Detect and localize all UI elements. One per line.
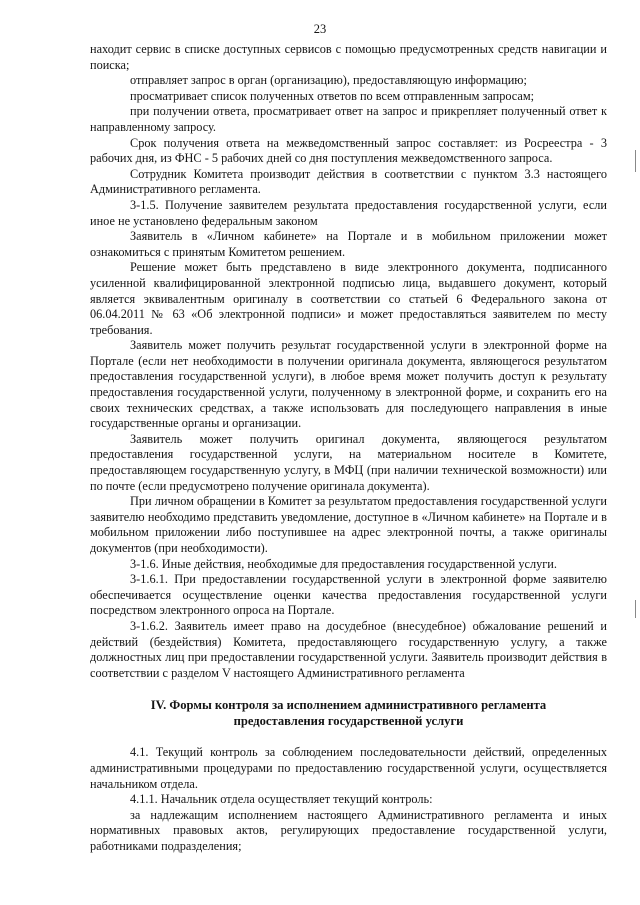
paragraph: Заявитель может получить оригинал документа, являющегося результатом предоставления государственной услуги, на материальном носителе в Комитете, предоставляющем государственную услугу, в МФЦ (при наличии технической возможности) или по почте (если предусмотрено получение оригинала документа). — [90, 431, 607, 493]
page-number: 23 — [313, 22, 327, 36]
paragraph: Заявитель может получить результат государственной услуги в электронной форме на Портале (если нет необходимости в получении оригинала документа, являющегося результатом предоставления государственной услуги), в любое время может получить доступ к результату предоставления государственной услуги, полученному в электронной форме, и сохранить его на своих технических средствах, а также использовать для последующего направления в иные государственные органы и организации. — [90, 338, 607, 431]
paragraph: отправляет запрос в орган (организацию), предоставляющую информацию; — [130, 73, 527, 88]
paragraph: 4.1.1. Начальник отдела осуществляет текущий контроль: — [130, 792, 433, 807]
paragraph: 3-1.5. Получение заявителем результата предоставления государственной услуги, если иное не установлено федеральным законом — [90, 197, 607, 228]
scan-edge-mark — [635, 150, 636, 172]
paragraph: 3-1.6.1. При предоставлении государственной услуги в электронной форме заявителю обеспечивается осуществление оценки качества предоставления государственной услуги посредством электронного опроса на Портале. — [90, 572, 607, 618]
paragraph: 3-1.6. Иные действия, необходимые для предоставления государственной услуги. — [130, 556, 557, 571]
paragraph: Сотрудник Комитета производит действия в соответствии с пунктом 3.3 настоящего Административного регламента. — [90, 166, 607, 197]
paragraph: 3-1.6.2. Заявитель имеет право на досудебное (внесудебное) обжалование решений и действий (бездействия) Комитета, предоставляющего государственную услугу, а также должностных лиц при предоставлении государственной услуги. Заявитель производит действия в соответствии с разделом V настоящего Административного регламента — [90, 618, 607, 680]
paragraph: находит сервис в списке доступных сервисов с помощью предусмотренных средств навигации и поиска; — [90, 42, 607, 72]
paragraph: при получении ответа, просматривает ответ на запрос и прикрепляет полученный ответ к направленному запросу. — [90, 104, 607, 134]
paragraph: Решение может быть представлено в виде электронного документа, подписанного усиленной квалифицированной электронной подписью лица, выдавшего документ, который является эквивалентным оригиналу в соответствии со статьей 6 Федерального закона от 06.04.2011 № 63 «Об электронной подписи» и может предоставляться заявителем по месту требования. — [90, 260, 607, 337]
paragraph: Заявитель в «Личном кабинете» на Портале и в мобильном приложении может ознакомиться с принятым Комитетом решением. — [90, 229, 607, 259]
paragraph: При личном обращении в Комитет за результатом предоставления государственной услуги заявителю необходимо представить уведомление, доступное в «Личном кабинете» на Портале и в мобильном приложении либо поступившее на адрес электронной почты, а также оригиналы документов (при необходимости). — [90, 494, 607, 555]
paragraph: просматривает список полученных ответов по всем отправленным запросам; — [130, 88, 535, 103]
document-body — [90, 42, 607, 855]
paragraph: Срок получения ответа на межведомственный запрос составляет: из Росреестра - 3 рабочих дня, из ФНС - 5 рабочих дней со дня поступления межведомственного запроса. — [90, 135, 607, 166]
section-heading: IV. Формы контроля за исполнением административного регламента предоставления государственной услуги — [150, 698, 547, 729]
paragraph: 4.1. Текущий контроль за соблюдением последовательности действий, определенных административными процедурами по предоставлению государственной услуги, осуществляется начальником отдела. — [90, 745, 607, 791]
paragraph: за надлежащим исполнением настоящего Административного регламента и иных нормативных правовых актов, регулирующих предоставление государственной услуги, работниками подразделения; — [90, 807, 607, 853]
scan-edge-mark — [635, 600, 636, 618]
